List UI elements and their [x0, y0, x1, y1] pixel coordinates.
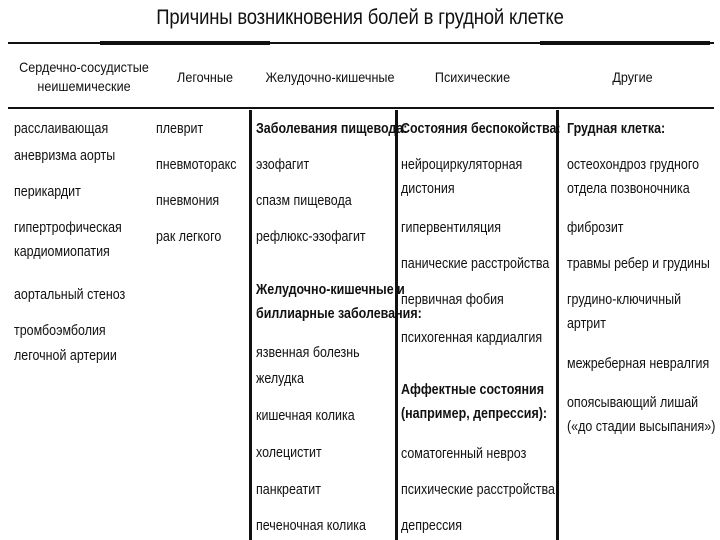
list-heading: Заболевания пищевода: — [256, 121, 408, 137]
list-item: эзофагит — [256, 157, 310, 173]
list-heading: биллиарные заболевания: — [256, 306, 422, 322]
header-other: Другие — [612, 68, 653, 85]
header-cardio: Сердечно-сосудистые неишемические — [19, 59, 149, 94]
list-item: аортальный стеноз — [14, 287, 126, 303]
list-item: рак легкого — [156, 229, 222, 245]
header-bottom-rule — [8, 107, 714, 109]
list-item: нейроциркуляторная — [401, 157, 523, 173]
list-heading: Состояния беспокойства: — [401, 121, 561, 137]
list-item: панические расстройства — [401, 256, 550, 272]
list-item: расслаивающая — [14, 121, 109, 137]
list-item: язвенная болезнь — [256, 345, 360, 361]
list-heading: Аффектные состояния — [401, 382, 545, 398]
page-title: Причины возникновения болей в грудной клетке — [156, 6, 564, 29]
list-item: психогенная кардиалгия — [401, 330, 543, 346]
list-item: дистония — [401, 181, 455, 197]
list-item: аневризма аорты — [14, 148, 116, 164]
list-item: пневмония — [156, 193, 220, 209]
rule-accent — [100, 41, 270, 45]
list-heading: Желудочно-кишечные и — [256, 282, 405, 298]
list-item: кардиомиопатия — [14, 244, 110, 260]
list-item: психические расстройства — [401, 482, 555, 498]
list-item: грудино-ключичный — [567, 292, 682, 308]
header-gastro: Желудочно-кишечные — [265, 68, 395, 85]
list-item: гипервентиляция — [401, 220, 502, 236]
list-item: («до стадии высыпания») — [567, 419, 716, 435]
list-item: соматогенный невроз — [401, 446, 527, 462]
list-item: плеврит — [156, 121, 204, 137]
list-item: панкреатит — [256, 482, 321, 498]
list-item: холецистит — [256, 445, 322, 461]
list-item: спазм пищевода — [256, 193, 352, 209]
column-divider — [395, 110, 398, 540]
column-divider — [249, 110, 252, 540]
rule-accent — [540, 41, 710, 45]
list-heading: Грудная клетка: — [567, 121, 666, 137]
list-heading: (например, депрессия): — [401, 406, 548, 422]
list-item: травмы ребер и грудины — [567, 256, 710, 272]
list-item: перикардит — [14, 184, 81, 200]
list-item: легочной артерии — [14, 348, 117, 364]
header-pulmonary: Легочные — [177, 68, 233, 85]
list-item: гипертрофическая — [14, 220, 122, 236]
header-psych: Психические — [434, 68, 511, 85]
column-divider — [556, 110, 559, 540]
list-item: желудка — [256, 371, 304, 387]
list-item: межреберная невралгия — [567, 356, 710, 372]
list-item: рефлюкс-эзофагит — [256, 229, 366, 245]
list-item: пневмоторакс — [156, 157, 237, 173]
list-item: депрессия — [401, 518, 463, 534]
list-item: остеохондроз грудного — [567, 157, 700, 173]
list-item: фиброзит — [567, 220, 624, 236]
list-item: артрит — [567, 316, 606, 332]
list-item: опоясывающий лишай — [567, 395, 699, 411]
list-item: первичная фобия — [401, 292, 504, 308]
list-item: печеночная колика — [256, 518, 366, 534]
list-item: отдела позвоночника — [567, 181, 690, 197]
list-item: тромбоэмболия — [14, 323, 106, 339]
list-item: кишечная колика — [256, 408, 355, 424]
